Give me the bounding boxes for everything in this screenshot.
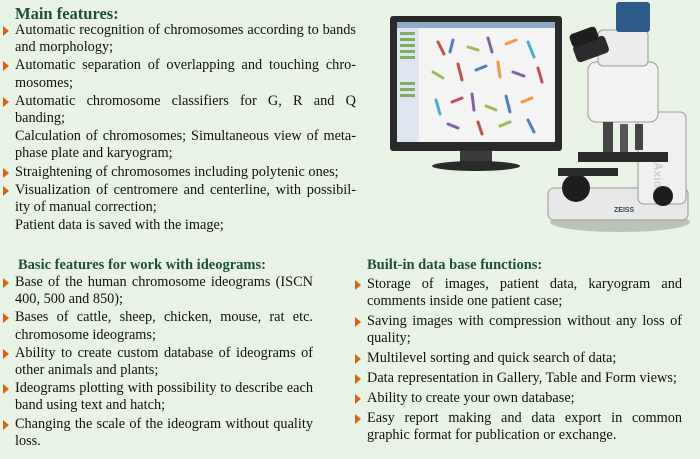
main-feature-item: Patient data is saved with the image;	[15, 217, 224, 234]
database-feature-item: Saving images with compression without any loss of quality;	[352, 313, 682, 347]
microscope-model-label: Axio	[651, 162, 665, 189]
main-feature-item: Automatic separation of overlapping and touching chro-mosomes;	[0, 57, 356, 91]
main-feature-item: Straightening of chromosomes including polytenic ones;	[0, 164, 356, 181]
database-feature-item: Easy report making and data export in common graphic format for publication or exchange.	[352, 410, 682, 444]
database-feature-item: Data representation in Gallery, Table and Form views;	[352, 370, 682, 387]
ideogram-feature-item: Ideograms plotting with possibility to describe each band using text and hatch;	[0, 380, 313, 414]
database-features-list	[352, 276, 682, 447]
database-feature-item: Ability to create your own database;	[352, 390, 682, 407]
monitor-image	[390, 16, 562, 171]
ideograms-features-list	[0, 274, 313, 451]
database-heading: Built-in data base functions:	[367, 257, 543, 273]
main-feature-item: Visualization of centromere and centerline, with possibil-ity of manual correction;	[0, 182, 356, 216]
microscope-brand-label: ZEISS	[614, 207, 635, 214]
ideogram-feature-item: Bases of cattle, sheep, chicken, mouse, rat etc. chromosome ideograms;	[0, 309, 313, 343]
ideograms-heading: Basic features for work with ideograms:	[18, 257, 266, 273]
ideogram-feature-item: Changing the scale of the ideogram without quality loss.	[0, 416, 313, 450]
microscope-image	[548, 2, 690, 232]
main-features-heading: Main features:	[15, 4, 119, 23]
database-feature-item: Storage of images, patient data, karyogram and comments inside one patient case;	[352, 276, 682, 310]
microscope-workstation-illustration	[388, 2, 696, 242]
ideogram-feature-item: Ability to create custom database of ideograms of other animals and plants;	[0, 345, 313, 379]
main-feature-item: Calculation of chromosomes; Simultaneous view of meta-phase plate and karyogram;	[15, 128, 356, 162]
main-feature-item: Automatic chromosome classifiers for G, R and Q banding;	[0, 93, 356, 127]
ideogram-feature-item: Base of the human chromosome ideograms (ISCN 400, 500 and 850);	[0, 274, 313, 308]
main-feature-item: Automatic recognition of chromosomes according to bands and morphology;	[0, 22, 356, 56]
database-feature-item: Multilevel sorting and quick search of data;	[352, 350, 682, 367]
main-features-list	[0, 22, 356, 235]
